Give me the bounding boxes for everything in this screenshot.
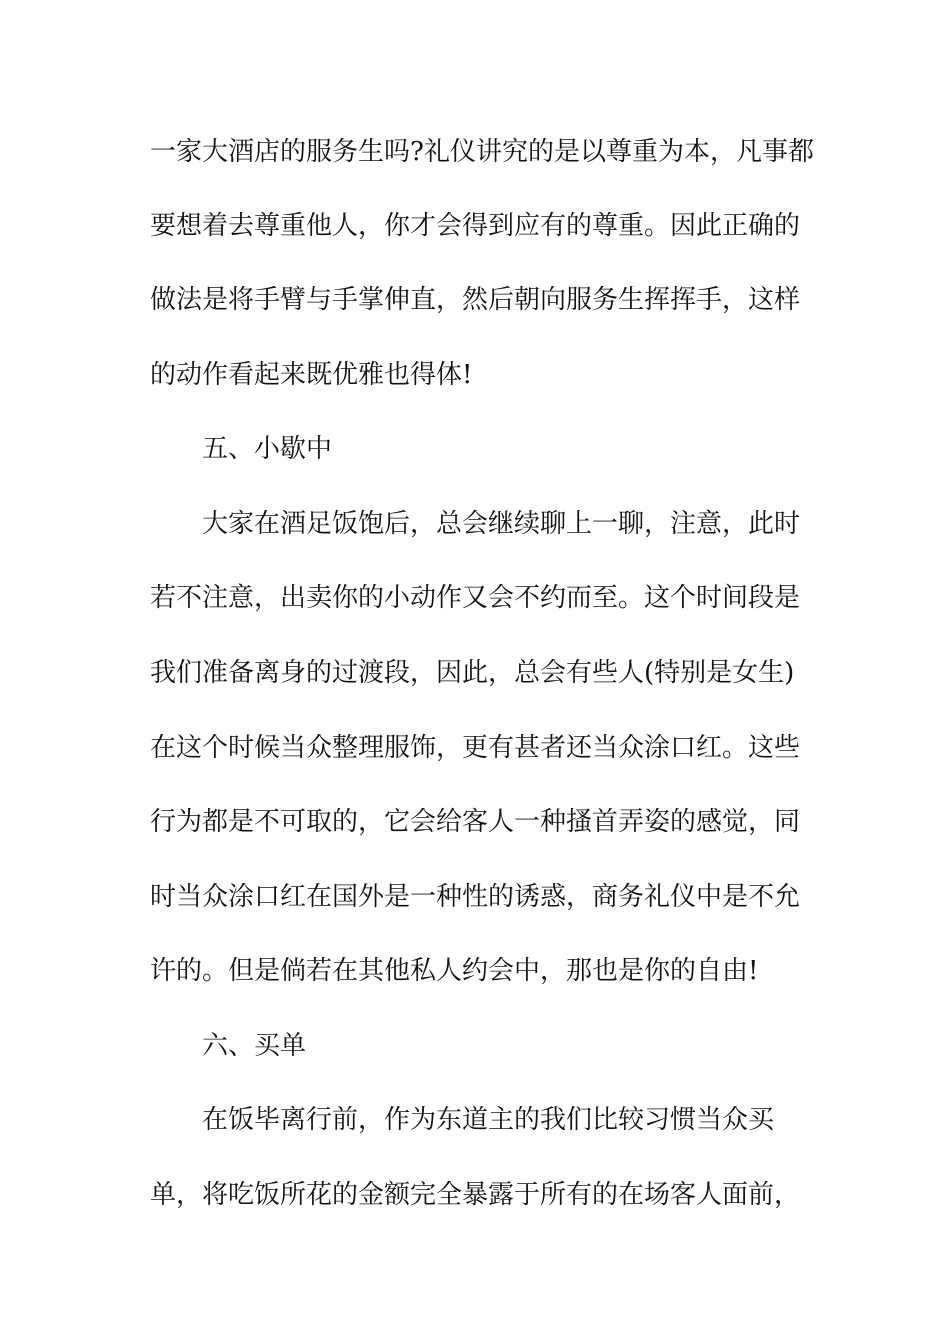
paragraph-line: 做法是将手臂与手掌伸直，然后朝向服务生挥挥手，这样 [150,285,801,315]
section-heading: 五、小歇中 [202,434,333,464]
paragraph-line: 一家大酒店的服务生吗?礼仪讲究的是以尊重为本，凡事都 [150,137,814,167]
paragraph-line: 在饭毕离行前，作为东道主的我们比较习惯当众买 [202,1105,775,1135]
paragraph-line: 行为都是不可取的，它会给客人一种搔首弄姿的感觉，同 [150,807,801,837]
paragraph-line: 若不注意，出卖你的小动作又会不约而至。这个时间段是 [150,583,801,613]
section-heading: 六、买单 [202,1031,307,1061]
paragraph-line: 在这个时候当众整理服饰，更有甚者还当众涂口红。这些 [150,733,801,763]
paragraph-line: 大家在酒足饭饱后，总会继续聊上一聊，注意，此时 [202,509,801,539]
paragraph-line: 我们准备离身的过渡段，因此，总会有些人(特别是女生) [150,658,795,688]
paragraph-line: 的动作看起来既优雅也得体! [150,360,473,390]
paragraph-line: 单，将吃饭所花的金额完全暴露于所有的在场客人面前， [150,1180,801,1210]
paragraph-line: 要想着去尊重他人，你才会得到应有的尊重。因此正确的 [150,211,801,241]
paragraph-line: 时当众涂口红在国外是一种性的诱惑，商务礼仪中是不允 [150,882,801,912]
paragraph-line: 许的。但是倘若在其他私人约会中，那也是你的自由! [150,956,759,986]
